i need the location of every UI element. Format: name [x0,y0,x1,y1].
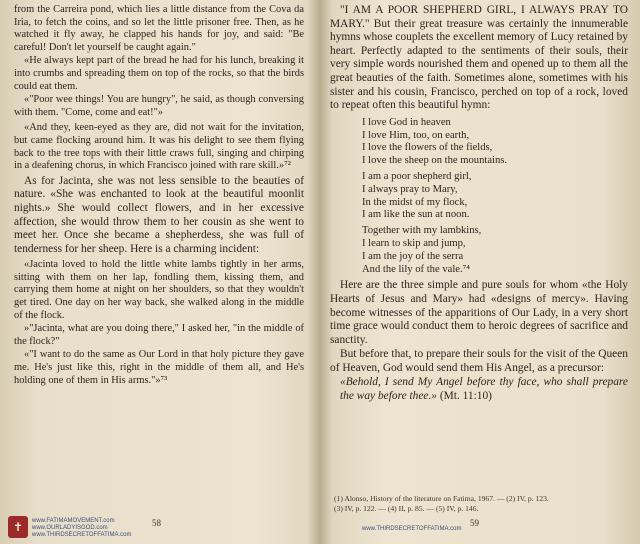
right-page [330,4,628,544]
paragraph: «"I want to do the same as Our Lord in that holy picture they gave me. He's just like this, right in the middle of them all, and He's holding one of them in His arms."»⁷³ [14,349,304,386]
paragraph: «"Poor wee things! You are hungry", he said, as though conversing with them. "Come, come and eat!"» [14,94,304,118]
stanza: Together with my lambkins, I learn to skip and jump, I am the joy of the serra And the lily of the vale.⁷⁴ [362,225,482,275]
page-number: 58 [152,518,161,528]
scripture-quote: «Behold, I send My Angel before thy face, who shall prepare the way before thee.» (Mt. 11:10) [340,376,628,403]
page-number: 59 [470,518,479,528]
paragraph: As for Jacinta, she was not less sensible to the beauties of nature. «She was enchanted to look at the beautiful moonlit nights.» She would collect flowers, and in her excessive affection, she would throw them to her cousin as she went to meet her. Once she became a shepherdess, she was full of tenderness for her sheep. Here is a charming incident: [14,174,304,255]
paragraph: «Jacinta loved to hold the little white lambs tightly in her arms, sitting with them on her lap, fondling them, kissing them, and carrying them home at night on her shoulders, so that they wouldn't get tired. One day on her way back, she walked along in the middle of the flock. [14,259,304,321]
watermark: www.THIRDSECRETOFFATIMA.com [362,526,462,532]
stanza: I love God in heaven I love Him, too, on earth, I love the flowers of the fields, I love the sheep on the mountains. [362,116,508,167]
paragraph: «He always kept part of the bread he had for his lunch, breaking it into crumbs and spreading them on top of the rocks, so that the birds could eat them. [14,55,304,92]
paragraph: Here are the three simple and pure souls for whom «the Holy Hearts of Jesus and Mary» had «designs of mercy». Having become witnesses of the apparitions of Our Lady, in a very short time grace would conduct them to heroic degrees of sacrifice and sanctity. [330,279,628,346]
paragraph: But before that, to prepare their souls for the visit of the Queen of Heaven, God would send them His Angel, as a precursor: [330,348,628,374]
hymn [362,117,628,277]
stanza: I am a poor shepherd girl, I always pray to Mary, In the midst of my flock, I am like the sun at noon. [362,170,472,221]
footnotes: (1) Alonso, History of the literature on Fatima, 1967. — (2) IV, p. 123. (3) IV, p. 122. — (4) II, p. 85. — (5) IV, p. 146. [334,494,549,513]
left-page [14,4,304,544]
watermark: www.FATIMAMOVEMENT.com www.OURLADYISGOD.com www.THIRDSECRETOFFATIMA.com [32,518,132,538]
paragraph: from the Carreira pond, which lies a little distance from the Cova da Iria, to fetch the coins, and so let the little prisoner free. Then, as he watched it fly away, he clapped his hands for joy, and said: "Be careful! Don't let yourself be caught again." [14,4,304,53]
fatima-logo-icon: ✝ [8,516,28,538]
paragraph: »"Jacinta, what are you doing there," I asked her, "in the middle of the flock?" [14,323,304,347]
paragraph: "I AM A POOR SHEPHERD GIRL, I ALWAYS PRAY TO MARY." But their great treasure was certainly the innumerable hymns whose couplets the excellent memory of Lucy retained by heart. Perfectly adapted to the sentiments of their souls, their very simple words nourished them and opened up to them all the great beauties of the faith. Sometimes alone, sometimes with his sister and his cousin, Francisco, perched on top of a rock, loved to repeat often this beautiful hymn: [330,4,628,112]
paragraph: «And they, keen-eyed as they are, did not wait for the invitation, but came flocking around him. It was his delight to see them flying back to the tree tops with their little craws full, singing and chirping in a deafening chorus, in which Francisco joined with rare skill.»⁷² [14,122,304,172]
